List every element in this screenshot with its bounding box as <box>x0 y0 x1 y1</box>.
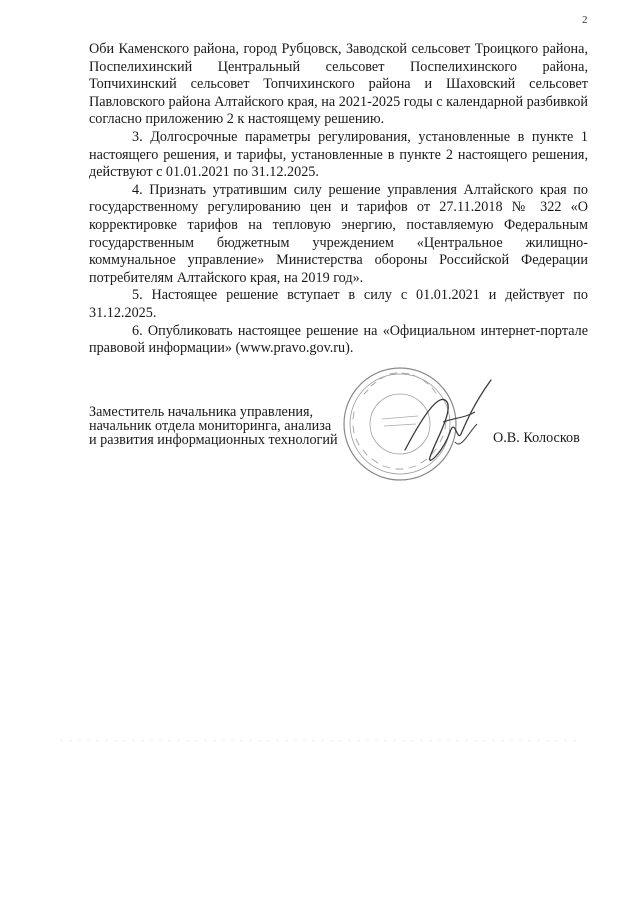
paragraph-continuation: Оби Каменского района, город Рубцовск, Заводской сельсовет Троицкого района, Поспелихинский Центральный сельсовет Поспелихинского района, Топчихинский сельсовет Топчихинского района и Шаховский сельсовет Павловского района Алтайского края, на 2021-2025 годы с календарной разбивкой согласно приложению 2 к настоящему решению. <box>89 41 588 128</box>
paragraph-item-4: 4. Признать утратившим силу решение управления Алтайского края по государственному регулированию цен и тарифов от 27.11.2018 № 322 «О корректировке тарифов на тепловую энергию, поставляемую Федеральным государственным бюджетным учреждением «Центральное жилищно-коммунальное управление» Министерства обороны Российской Федерации потребителям Алтайского края, на 2019 год». <box>89 181 588 286</box>
signer-title-line: Заместитель начальника управления, <box>89 404 314 420</box>
document-body <box>89 41 588 358</box>
signer-title-line: и развития информационных технологий <box>89 432 338 448</box>
paragraph-item-3: 3. Долгосрочные параметры регулирования, установленные в пункте 1 настоящего решения, и тарифы, установленные в пункте 2 настоящего решения, действуют с 01.01.2021 по 31.12.2025. <box>89 128 588 181</box>
scan-artifact-line <box>60 740 580 741</box>
signer-name: О.В. Колосков <box>493 430 580 446</box>
paragraph-item-5: 5. Настоящее решение вступает в силу с 01.01.2021 и действует по 31.12.2025. <box>89 287 588 321</box>
signer-title-line: начальник отдела мониторинга, анализа <box>89 418 332 434</box>
paragraph-item-6: 6. Опубликовать настоящее решение на «Официальном интернет-портале правовой информации» (www.pravo.gov.ru). <box>89 322 588 357</box>
page-number: 2 <box>582 14 588 26</box>
